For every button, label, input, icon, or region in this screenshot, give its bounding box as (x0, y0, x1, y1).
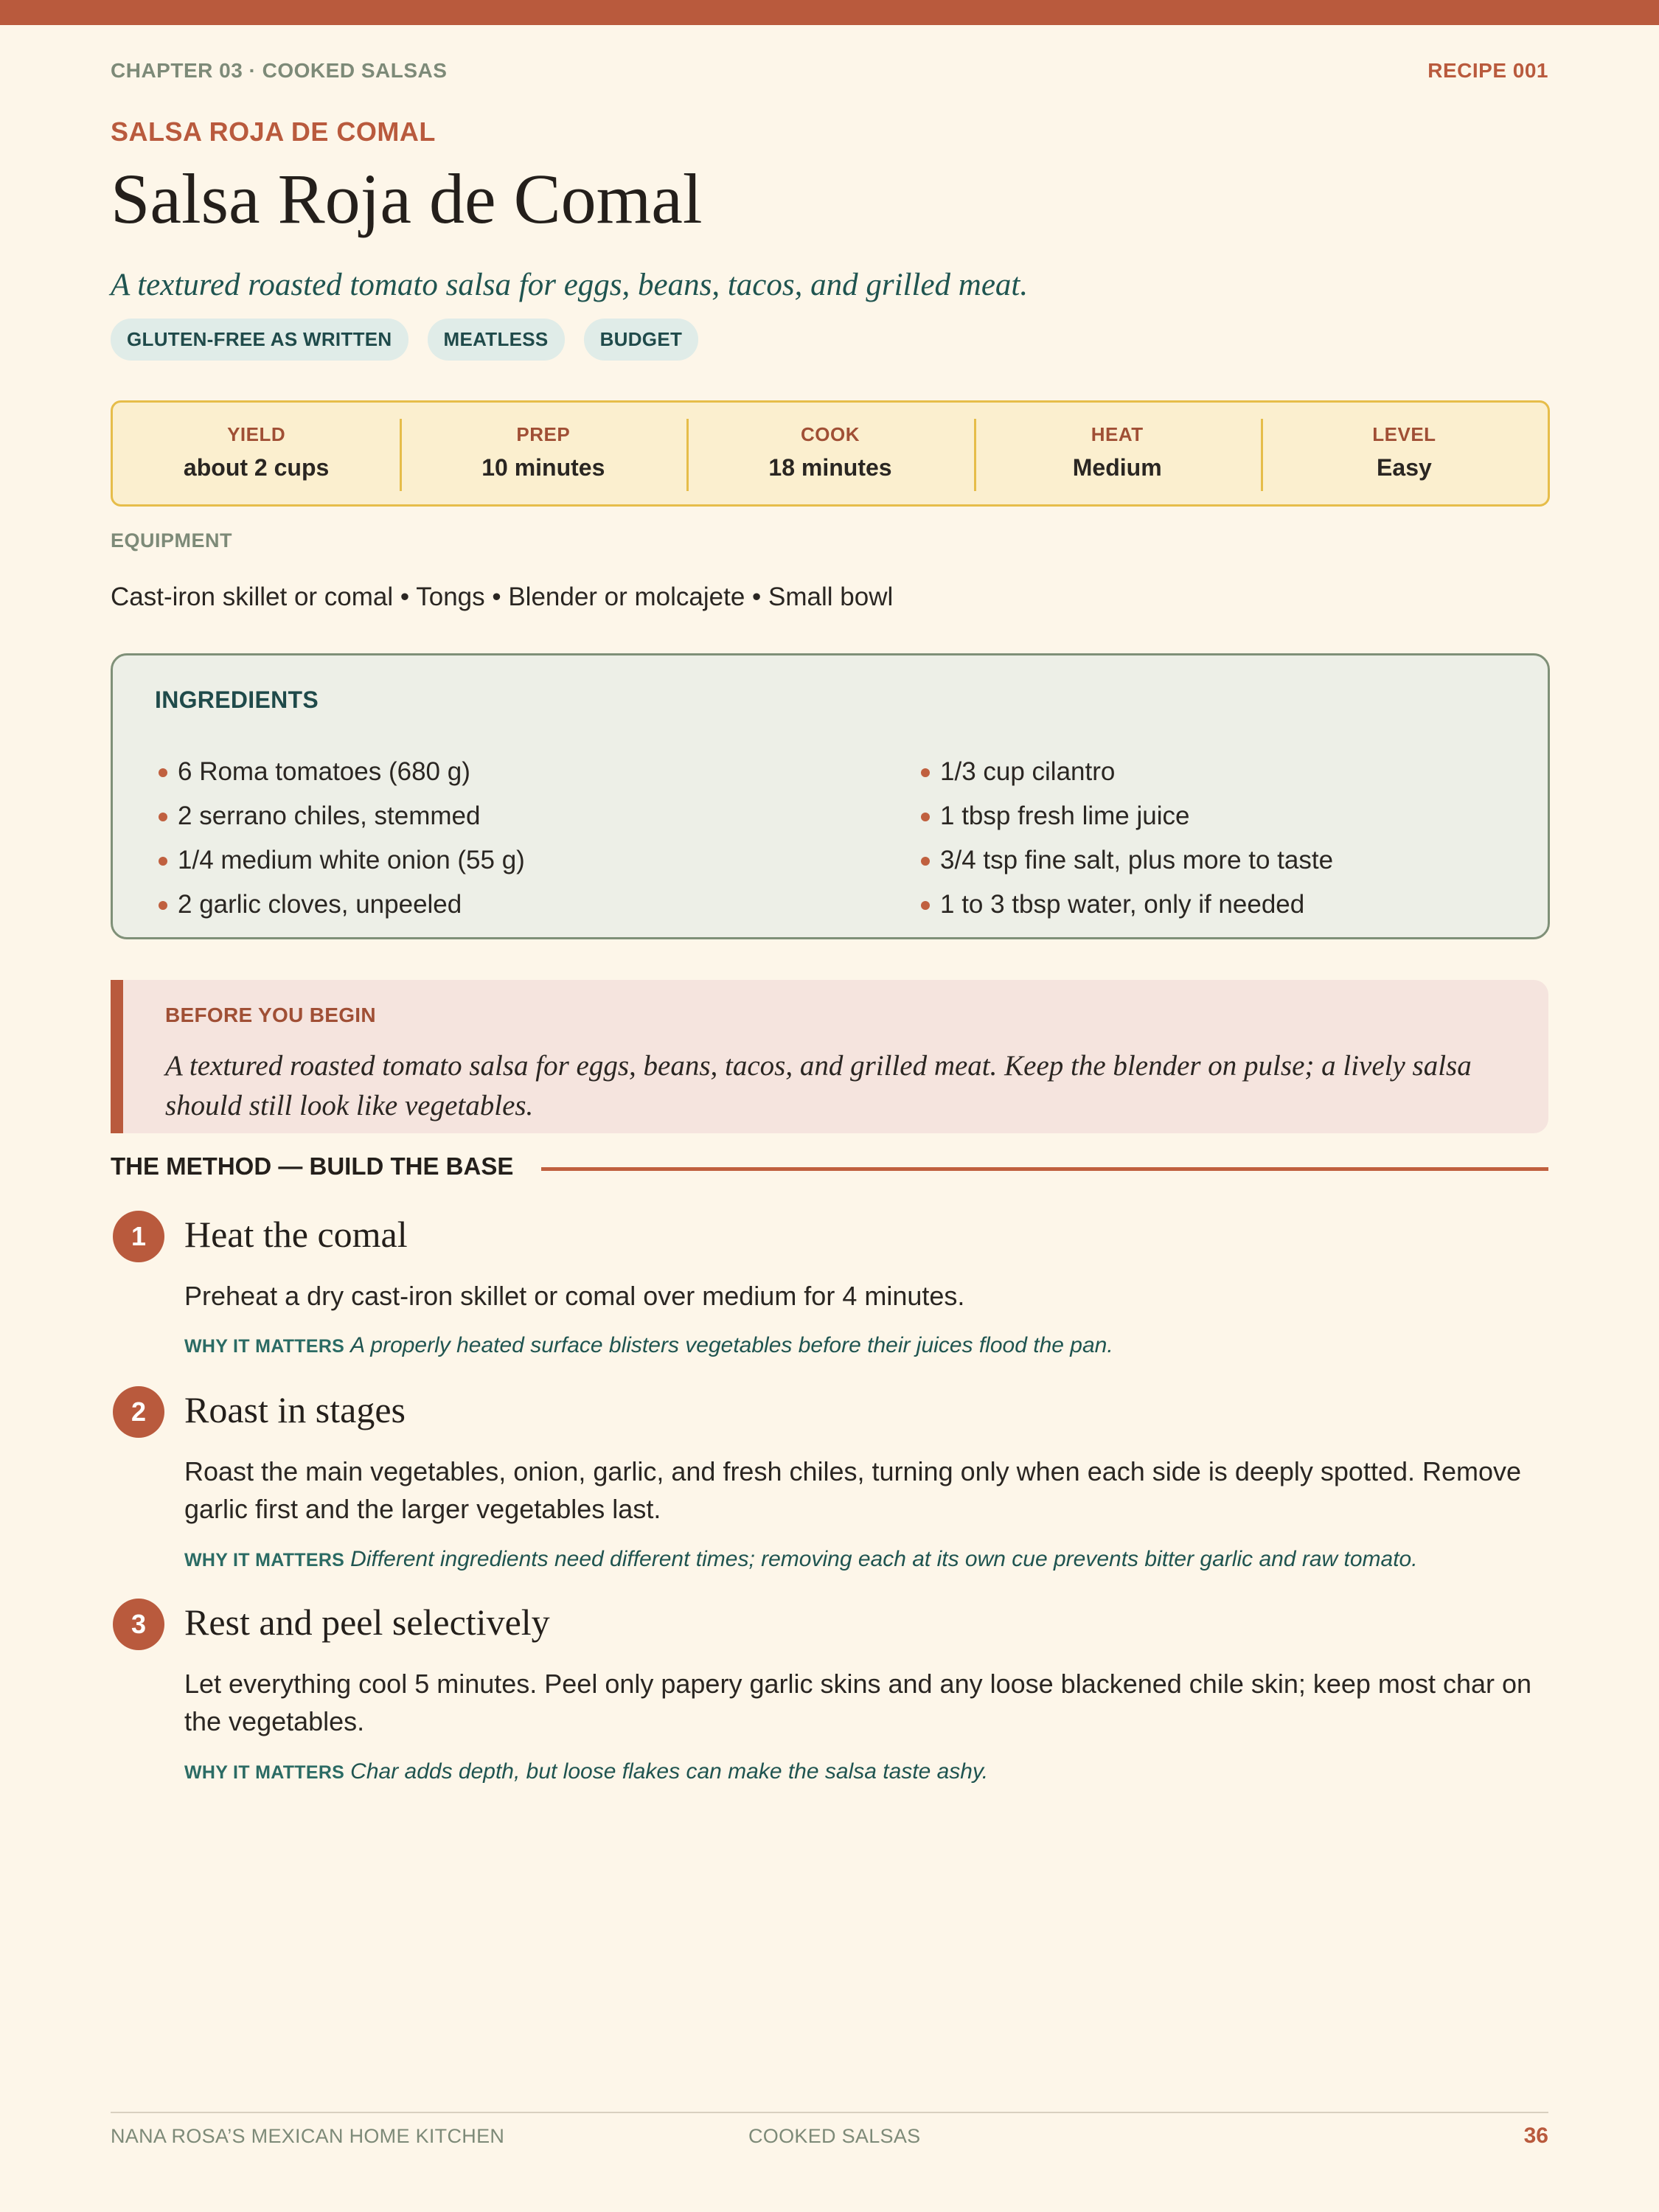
before-you-begin-note (111, 980, 1548, 1133)
ingredient-item: 1/4 medium white onion (55 g) (157, 838, 525, 883)
note-heading: BEFORE YOU BEGIN (165, 1004, 376, 1026)
stat-value: about 2 cups (183, 454, 330, 481)
stat-label: COOK (801, 423, 860, 445)
stat-value: 18 minutes (768, 454, 892, 481)
step-title: Heat the comal (184, 1214, 408, 1255)
stat-label: PREP (516, 423, 571, 445)
step-why (184, 1759, 988, 1784)
diet-tags (111, 319, 698, 361)
recipe-title: Salsa Roja de Comal (111, 159, 703, 238)
ingredients-box (111, 653, 1550, 939)
step-body: Let everything cool 5 minutes. Peel only papery garlic skins and any loose blackened chile skin; keep most char on the vegetables. (184, 1669, 1532, 1736)
equipment-list: Cast-iron skillet or comal • Tongs • Blender or molcajete • Small bowl (111, 582, 894, 611)
ingredient-item: 3/4 tsp fine salt, plus more to taste (919, 838, 1333, 883)
tag-budget: BUDGET (584, 319, 699, 361)
ingredient-item: 1 to 3 tbsp water, only if needed (919, 883, 1333, 927)
stat-value: 10 minutes (481, 454, 605, 481)
step-body: Roast the main vegetables, onion, garlic, and fresh chiles, turning only when each side is deeply spotted. Remove garlic first and the larger vegetables last. (184, 1456, 1522, 1524)
why-it-matters-label: WHY IT MATTERS (184, 1762, 345, 1783)
page-number: 36 (1523, 2124, 1548, 2148)
why-it-matters-text: Different ingredients need different times; removing each at its own cue prevents bitter garlic and raw tomato. (350, 1547, 1418, 1571)
step-number-badge: 1 (113, 1211, 164, 1262)
stat-level (1261, 403, 1548, 504)
stat-value: Medium (1072, 454, 1162, 481)
stat-label: HEAT (1091, 423, 1144, 445)
footer-book-title: NANA ROSA’S MEXICAN HOME KITCHEN (111, 2125, 505, 2147)
step-title: Roast in stages (184, 1389, 406, 1430)
ingredients-column-left (157, 750, 525, 927)
step-why (184, 1333, 1113, 1358)
stat-yield (113, 403, 400, 504)
recipe-number: RECIPE 001 (1427, 59, 1548, 82)
tag-gluten-free: GLUTEN-FREE AS WRITTEN (111, 319, 408, 361)
step-title: Rest and peel selectively (184, 1601, 550, 1643)
method-divider (541, 1167, 1548, 1171)
recipe-stats-panel (111, 400, 1550, 507)
footer-section: COOKED SALSAS (748, 2125, 921, 2147)
why-it-matters-text: Char adds depth, but loose flakes can make the salsa taste ashy. (350, 1759, 989, 1784)
equipment-heading: EQUIPMENT (111, 529, 233, 552)
why-it-matters-label: WHY IT MATTERS (184, 1336, 345, 1357)
step-number-badge: 3 (113, 1599, 164, 1650)
method-title: THE METHOD — BUILD THE BASE (111, 1152, 514, 1180)
step-number-badge: 2 (113, 1386, 164, 1438)
tag-meatless: MEATLESS (428, 319, 565, 361)
recipe-kicker: SALSA ROJA DE COMAL (111, 116, 436, 147)
ingredient-item: 6 Roma tomatoes (680 g) (157, 750, 525, 794)
stat-value: Easy (1377, 454, 1432, 481)
ingredient-item: 2 garlic cloves, unpeeled (157, 883, 525, 927)
running-head (111, 59, 1548, 88)
chapter-label: CHAPTER 03 · COOKED SALSAS (111, 59, 448, 82)
note-text: A textured roasted tomato salsa for eggs, beans, tacos, and grilled meat. Keep the blender on pulse; a lively salsa should still look like vegetables. (165, 1050, 1472, 1121)
method-section-heading (111, 1151, 1548, 1186)
stat-heat (974, 403, 1261, 504)
step-why (184, 1547, 1418, 1572)
ingredients-heading: INGREDIENTS (155, 686, 319, 713)
ingredient-item: 2 serrano chiles, stemmed (157, 794, 525, 838)
ingredient-item: 1 tbsp fresh lime juice (919, 794, 1333, 838)
top-accent-bar (0, 0, 1659, 25)
stat-cook (686, 403, 973, 504)
footer-divider (111, 2112, 1548, 2113)
stat-prep (400, 403, 686, 504)
ingredients-column-right (919, 750, 1333, 927)
step-body: Preheat a dry cast-iron skillet or comal over medium for 4 minutes. (184, 1281, 965, 1311)
recipe-subtitle: A textured roasted tomato salsa for eggs, beans, tacos, and grilled meat. (111, 268, 1029, 302)
ingredient-item: 1/3 cup cilantro (919, 750, 1333, 794)
stat-label: YIELD (227, 423, 286, 445)
stat-label: LEVEL (1372, 423, 1436, 445)
why-it-matters-label: WHY IT MATTERS (184, 1550, 345, 1571)
why-it-matters-text: A properly heated surface blisters vegetables before their juices flood the pan. (350, 1333, 1113, 1357)
